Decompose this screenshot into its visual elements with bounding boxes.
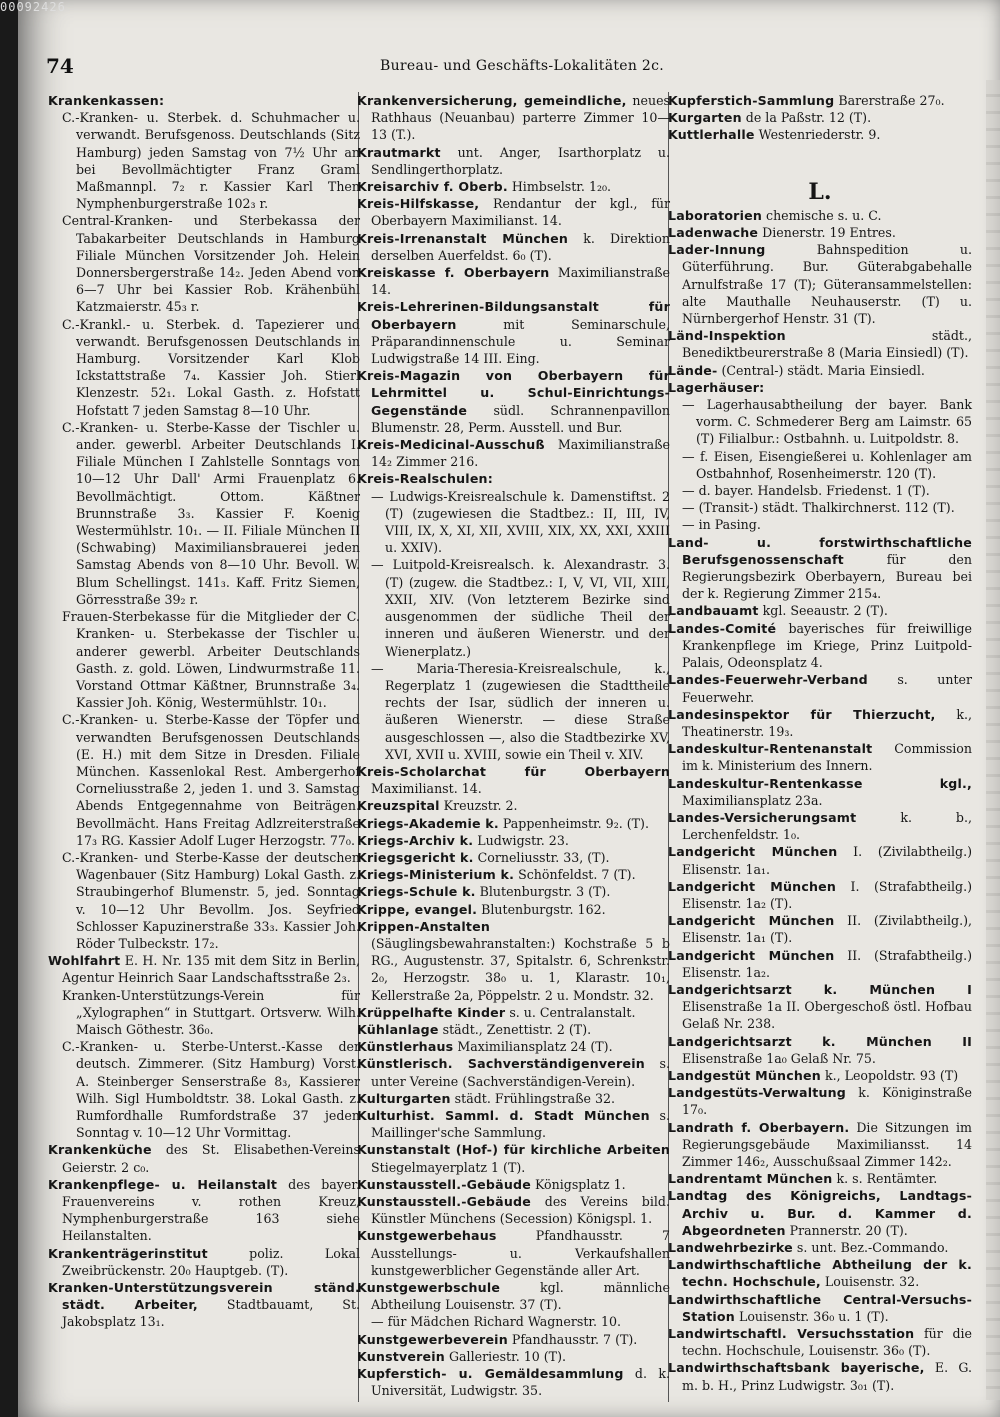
- entry-text: südl. Schrannenpavillon Blumenstr. 28, Perm. Ausstell. und Bur.: [371, 402, 670, 435]
- entry-text: Corneliusstr. 33, (T).: [473, 849, 610, 865]
- entry-text: unt. Anger, Isarthorplatz u. Sendlingerthorplatz.: [371, 144, 670, 177]
- entry-text: C.-Kranken- u. Sterbe-Kasse der Tischler u. ander. gewerbl. Arbeiter Deutschlands I. Filiale München I Zahlstelle Sonntags von 10—12 Uhr Dall' Armi Frauenplatz 6. Bevollmächtigt. Ottom. Käßtner Brunnstraße 3₃. Kassier F. Koenig Westermühlstr. 10₁. — II. Filiale München II (Schwabing) Maximiliansbrauerei jeden Samstag Abends von 8—10 Uhr. Bevoll. W. Blum Schellingst. 141₃. Kaff. Fritz Siemen, Görresstraße 39₂ r.: [62, 419, 360, 607]
- directory-entry: [668, 534, 972, 603]
- directory-entry: [357, 488, 670, 557]
- entry-heading: Krankenpflege- u. Heilanstalt: [48, 1176, 278, 1192]
- directory-entry: [668, 379, 972, 396]
- entry-heading: Wohlfahrt: [48, 953, 121, 969]
- entry-heading: Kriegsgericht k.: [357, 849, 474, 865]
- entry-text: E. H. Nr. 135 mit dem Sitz in Berlin, Agentur Heinrich Saar Landschaftsstraße 2₃.: [62, 953, 360, 986]
- directory-entry: [668, 224, 972, 241]
- directory-entry: [668, 602, 972, 619]
- entry-heading: Kunstverein: [357, 1348, 445, 1364]
- directory-entry: [668, 843, 972, 877]
- directory-entry: [357, 195, 670, 229]
- directory-entry: [48, 1279, 360, 1331]
- entry-text: Himbselstr. 1₂₀.: [507, 179, 612, 195]
- entry-heading: Krippen-Anstalten: [357, 918, 491, 934]
- directory-entry: [48, 1038, 360, 1141]
- directory-entry: [48, 212, 360, 315]
- directory-entry: [668, 671, 972, 705]
- entry-text: Maximilianstraße 14₂ Zimmer 216.: [371, 437, 670, 470]
- entry-heading: Kulturgarten: [357, 1090, 451, 1106]
- directory-entry: [668, 126, 972, 143]
- entry-text: Maximilianst. 14.: [371, 781, 482, 797]
- entry-text: Pfandhausstr. 7 (T).: [507, 1331, 638, 1347]
- column-2: [357, 92, 670, 1399]
- entry-heading: Kunstgewerbschule: [357, 1280, 501, 1296]
- entry-heading: Lagerhäuser:: [668, 379, 765, 395]
- directory-entry: [357, 264, 670, 298]
- directory-entry: [357, 1004, 670, 1021]
- entry-text: für die techn. Hochschule, Louisenstr. 36₀ (T).: [682, 1326, 972, 1359]
- entry-heading: Kunstgewerbehaus: [357, 1228, 497, 1244]
- entry-text: II. (Zivilabtheilg.), Elisenstr. 1a₁ (T).: [682, 913, 973, 946]
- entry-text: — Lagerhausabtheilung der bayer. Bank vorm. C. Schmederer Berg am Laimstr. 65 (T) Filialbur.: Ostbahnh. u. Luitpoldstr. 8.: [682, 397, 972, 447]
- directory-entry: [357, 1141, 670, 1175]
- entry-text: Stadtbauamt, St. Jakobsplatz 13₁.: [62, 1297, 361, 1330]
- directory-entry: [357, 178, 670, 195]
- entry-text: k. Königinstraße 17₀.: [682, 1085, 972, 1118]
- entry-text: poliz. Lokal Zweibrückenstr. 20₀ Hauptgeb. (T).: [62, 1245, 360, 1278]
- directory-entry: [668, 207, 972, 224]
- entry-heading: Landes-Feuerwehr-Verband: [668, 672, 868, 688]
- entry-text: Maximiliansplatz 24 (T).: [453, 1039, 613, 1055]
- entry-heading: Künstlerhaus: [357, 1039, 454, 1055]
- archive-stamp: 00092426: [0, 0, 66, 14]
- entry-heading: Landwirthschaftliche Central-Versuchs-Station: [668, 1291, 972, 1324]
- directory-entry: [668, 1119, 972, 1171]
- entry-heading: Kreis-Realschulen:: [357, 471, 493, 487]
- entry-heading: Landrath f. Oberbayern.: [668, 1119, 850, 1135]
- entry-heading: Landgestüt München: [668, 1067, 821, 1083]
- directory-entry: [668, 981, 972, 1033]
- entry-heading: Lände-: [668, 362, 718, 378]
- entry-heading: Kunstausstell.-Gebäude: [357, 1194, 531, 1209]
- entry-text: des St. Elisabethen-Vereins Geierstr. 2 c₀.: [62, 1142, 360, 1175]
- directory-entry: [668, 912, 972, 946]
- entry-text: Elisenstraße 1a II. Obergeschoß östl. Hofbau Gelaß Nr. 238.: [682, 999, 972, 1032]
- directory-entry: [668, 1187, 972, 1239]
- entry-text: des bayer. Frauenvereins v. rothen Kreuz, Nymphenburgerstraße 163 siehe Heilanstalten.: [62, 1176, 361, 1244]
- directory-entry: [357, 1227, 670, 1279]
- directory-entry: [668, 809, 972, 843]
- directory-entry: [48, 987, 360, 1039]
- entry-heading: Kriegs-Archiv k.: [357, 832, 474, 848]
- entry-text: Die Sitzungen im Regierungsgebäude Maximiliansst. 14 Zimmer 146₂, Ausschußsaal Zimmer 142₂.: [682, 1119, 972, 1169]
- entry-text: I. (Zivilabtheilg.) Elisenstr. 1a₁.: [682, 844, 972, 877]
- directory-entry: [668, 92, 972, 109]
- entry-heading: Landgerichtsarzt k. München II: [668, 1033, 972, 1049]
- entry-text: Schönfeldst. 7 (T).: [514, 867, 636, 883]
- entry-text: k., Leopoldstr. 93 (T): [820, 1067, 959, 1083]
- directory-entry: [48, 92, 360, 109]
- entry-text: — Ludwigs-Kreisrealschule k. Damenstiftst. 2 (T) (zugewiesen die Stadtbez.: II, III, IV, VIII, IX, X, XI, XII, XVIII, XIX, XX, XXI, XXIII u. XXIV).: [371, 488, 670, 556]
- entry-text: d. k. Universität, Ludwigstr. 35.: [371, 1366, 670, 1399]
- directory-entry: [668, 499, 972, 516]
- entry-heading: Kreis-Medicinal-Ausschuß: [357, 437, 545, 453]
- page-number: 74: [46, 54, 74, 78]
- entry-text: — in Pasing.: [682, 517, 761, 533]
- directory-entry: [48, 316, 360, 419]
- entry-heading: Kuttlerhalle: [668, 127, 755, 143]
- entry-text: Frauen-Sterbekasse für die Mitglieder der C. Kranken- u. Sterbekasse der Tischler u. anderer gewerbl. Arbeiter Deutschlands Gasth. z. gold. Löwen, Lindwurmstraße 11. Vorstand Ottmar Käßtner, Brunnstraße 3₄. Kassier Joh. König, Westermühlstr. 10₁.: [62, 609, 360, 711]
- entry-text: I. (Strafabtheilg.) Elisenstr. 1a₂ (T).: [682, 878, 972, 911]
- entry-heading: Landtag des Königreichs, Landtags-Archiv u. Bur. d. Kammer d. Abgeordneten: [668, 1188, 972, 1238]
- directory-entry: [357, 1038, 670, 1055]
- directory-entry: [668, 396, 972, 448]
- entry-text: E. G. m. b. H., Prinz Ludwigstr. 3₀₁ (T).: [682, 1360, 972, 1393]
- entry-text: — d. bayer. Handelsb. Friedenst. 1 (T).: [682, 483, 930, 499]
- directory-entry: [357, 230, 670, 264]
- directory-entry: [668, 878, 972, 912]
- entry-heading: Landgericht München: [668, 878, 837, 894]
- entry-text: C.-Kranken- und Sterbe-Kasse der deutschen Wagenbauer (Sitz Hamburg) Lokal Gasth. z. Straubingerhof Blumenstr. 5, jed. Sonntag v. 10—12 Uhr Bevollm. Jos. Seyfried Schlosser Kapuzinerstraße 33₃. Kassier Joh. Röder Tulbeckstr. 17₂.: [62, 849, 360, 951]
- entry-text: — f. Eisen, Eisengießerei u. Kohlenlager am Ostbahnhof, Rosenheimerstr. 120 (T).: [682, 448, 972, 481]
- directory-entry: [357, 660, 670, 763]
- directory-entry: [357, 470, 670, 487]
- entry-heading: Kreisarchiv f. Oberb.: [357, 179, 508, 195]
- entry-text: (Säuglingsbewahranstalten:) Kochstraße 5 b RG., Augustenstr. 37, Spitalstr. 6, Schrenkstr. 2₀, Herzogstr. 38₀ u. 1, Klarastr. 10₁, Kellerstraße 2a, Pöppelstr. 2 u. Mondstr. 32.: [371, 935, 670, 1003]
- directory-entry: [357, 797, 670, 814]
- entry-heading: Künstlerisch. Sachverständigenverein: [357, 1056, 645, 1072]
- directory-entry: [48, 1245, 360, 1279]
- directory-entry: [668, 620, 972, 672]
- page-edge: [986, 80, 1000, 1400]
- directory-entry: [668, 362, 972, 379]
- entry-heading: Länd-Inspektion: [668, 328, 786, 344]
- directory-entry: [357, 298, 670, 367]
- entry-text: II. (Strafabtheilg.) Elisenstr. 1a₂.: [682, 947, 972, 980]
- entry-text: kgl. männliche Abtheilung Louisenstr. 37 (T).: [371, 1280, 670, 1313]
- section-letter: L.: [808, 178, 832, 205]
- directory-entry: [48, 419, 360, 608]
- directory-entry: [357, 1313, 670, 1330]
- entry-text: — Maria-Theresia-Kreisrealschule, k., Regerplatz 1 (zugewiesen die Stadttheile rechts der Isar, südlich der inneren u. äußeren Wienerstr. — diese Straße ausgeschlossen —, also die Stadtbezirke XV, XVI, XVII u. XVIII, sowie ein Theil v. XIV.: [371, 660, 670, 762]
- entry-text: bayerisches für freiwillige Krankenpflege im Kriege, Prinz Luitpold-Palais, Odeonsplatz 4.: [682, 620, 972, 671]
- directory-entry: [357, 367, 670, 436]
- entry-text: städt., Zenettistr. 2 (T).: [438, 1021, 592, 1037]
- entry-text: (Central-) städt. Maria Einsiedl.: [717, 362, 925, 378]
- entry-heading: Landbauamt: [668, 603, 759, 619]
- entry-heading: Landgestüts-Verwaltung: [668, 1085, 846, 1101]
- entry-text: Dienerstr. 19 Entres.: [758, 225, 896, 241]
- entry-heading: Landesinspektor für Thierzucht,: [668, 706, 936, 722]
- entry-heading: Krautmarkt: [357, 144, 441, 160]
- entry-text: k. s. Rentämter.: [832, 1171, 938, 1187]
- entry-text: s. unter Vereine (Sachverständigen-Verein).: [371, 1056, 670, 1089]
- entry-text: des Vereins bild. Künstler Münchens (Secession) Königspl. 1.: [371, 1194, 670, 1227]
- entry-heading: Landeskultur-Rentenanstalt: [668, 741, 873, 757]
- entry-heading: Landwirthschaftliche Abtheilung der k. techn. Hochschule,: [668, 1257, 972, 1290]
- entry-heading: Landrentamt München: [668, 1171, 833, 1187]
- entry-text: s. Maillinger'sche Sammlung.: [371, 1107, 670, 1141]
- entry-text: Rendantur der kgl., für Oberbayern Maximilianst. 14.: [371, 196, 670, 229]
- entry-heading: Kreuzspital: [357, 798, 440, 814]
- directory-entry: [357, 832, 670, 849]
- entry-heading: Kriegs-Akademie k.: [357, 815, 499, 831]
- directory-entry: [357, 866, 670, 883]
- entry-text: Westenriederstr. 9.: [754, 127, 881, 143]
- entry-heading: Kriegs-Ministerium k.: [357, 867, 515, 883]
- entry-heading: Kranken-Unterstützungsverein ständ. städt. Arbeiter,: [48, 1280, 360, 1313]
- directory-entry: [357, 918, 670, 1004]
- entry-heading: Kupferstich- u. Gemäldesammlung: [357, 1366, 624, 1382]
- entry-heading: Landwirtschaftl. Versuchsstation: [668, 1326, 915, 1342]
- entry-heading: Kupferstich-Sammlung: [668, 93, 835, 108]
- entry-text: Blutenburgstr. 3 (T).: [475, 884, 611, 900]
- entry-text: s. unter Feuerwehr.: [682, 672, 972, 705]
- entry-heading: Kühlanlage: [357, 1021, 439, 1037]
- entry-text: Louisenstr. 36₀ u. 1 (T).: [734, 1308, 889, 1324]
- entry-heading: Krankenträgerinstitut: [48, 1245, 208, 1261]
- directory-entry: [668, 1359, 972, 1393]
- directory-entry: [668, 1033, 972, 1067]
- directory-entry: [48, 849, 360, 952]
- directory-entry: [357, 849, 670, 866]
- entry-text: Maximilianstraße 14.: [371, 265, 670, 298]
- entry-text: Kranken-Unterstützungs-Verein für „Xylographen“ in Stuttgart. Ortsverw. Wilh. Maisch Göthestr. 36₀.: [62, 987, 360, 1037]
- directory-entry: [668, 448, 972, 482]
- directory-entry: [668, 1084, 972, 1118]
- directory-entry: [357, 436, 670, 470]
- entry-text: — (Transit-) städt. Thalkirchnerst. 112 (T).: [682, 500, 955, 516]
- entry-text: Central-Kranken- und Sterbekassa der Tabakarbeiter Deutschlands in Hamburg Filiale München Vorsitzender Joh. Helein Donnersbergerstraße 14₂. Jeden Abend von 6—7 Uhr bei Kassier Rob. Krähenbühl Katzmaierstr. 45₃ r.: [62, 213, 360, 315]
- entry-text: — für Mädchen Richard Wagnerstr. 10.: [371, 1314, 622, 1330]
- entry-text: mit Seminarschule, Präparandinnenschule u. Seminar Ludwigstraße 14 III. Eing.: [371, 316, 670, 367]
- directory-entry: [357, 1176, 670, 1193]
- entry-heading: Ladenwache: [668, 225, 759, 241]
- directory-entry: [357, 1021, 670, 1038]
- entry-text: Pappenheimstr. 9₂. (T).: [498, 815, 649, 831]
- directory-entry: [357, 763, 670, 797]
- directory-entry: [357, 815, 670, 832]
- directory-entry: [357, 144, 670, 178]
- entry-heading: Kreiskasse f. Oberbayern: [357, 265, 550, 281]
- column-1: [48, 92, 360, 1331]
- directory-entry: [668, 775, 972, 809]
- entry-text: chemische s. u. C.: [762, 207, 882, 223]
- directory-entry: [357, 1331, 670, 1348]
- directory-entry: [48, 711, 360, 849]
- entry-text: Prannerstr. 20 (T).: [785, 1222, 908, 1238]
- entry-text: k. Direktion derselben Auerfeldst. 6₀ (T).: [371, 230, 670, 263]
- entry-heading: Land- u. forstwirthschaftliche Berufsgenossenschaft: [668, 534, 972, 567]
- directory-entry: [357, 1365, 670, 1399]
- entry-heading: Laboratorien: [668, 207, 763, 223]
- entry-text: Elisenstraße 1a₀ Gelaß Nr. 75.: [682, 1050, 876, 1066]
- entry-heading: Kreis-Hilfskasse,: [357, 196, 480, 212]
- entry-text: C.-Kranken- u. Sterbe-Kasse der Töpfer und verwandten Berufsgenossen Deutschlands (E. H.) mit dem Sitze in Dresden. Filiale München. Kassenlokal Rest. Ambergerhof Corneliusstraße 2, jeden 1. und 3. Samstag Abends Entgegennahme von Beiträgen. Bevollmächt. Hans Freitag Adlzreiterstraße 17₃ RG. Kassier Adolf Luger Herzogstr. 77₀.: [62, 712, 360, 848]
- entry-text: s. u. Centralanstalt.: [505, 1004, 636, 1020]
- directory-entry: [668, 706, 972, 740]
- directory-entry: [668, 1291, 972, 1325]
- entry-heading: Kunstanstalt (Hof-) für kirchliche Arbeiten: [357, 1142, 670, 1158]
- directory-entry: [357, 1090, 670, 1107]
- entry-heading: Landwirthschaftsbank bayerische,: [668, 1360, 925, 1376]
- entry-text: städt. Frühlingstraße 32.: [450, 1090, 615, 1106]
- entry-text: k., Theatinerstr. 19₃.: [682, 706, 972, 739]
- entry-heading: Kreis-Scholarchat für Oberbayern: [357, 763, 670, 779]
- entry-heading: Landgericht München: [668, 947, 835, 963]
- directory-entry: [357, 1279, 670, 1313]
- directory-entry: [357, 1107, 670, 1141]
- entry-heading: Krippe, evangel.: [357, 901, 478, 917]
- entry-text: Königsplatz 1.: [530, 1176, 626, 1192]
- directory-entry: [668, 1239, 972, 1256]
- entry-text: s. unt. Bez.-Commando.: [792, 1240, 949, 1255]
- entry-heading: Krankenkassen:: [48, 93, 165, 108]
- entry-heading: Kreis-Irrenanstalt München: [357, 230, 569, 246]
- entry-heading: Kulturhist. Samml. d. Stadt München: [357, 1107, 650, 1123]
- directory-entry: [668, 1256, 972, 1290]
- directory-entry: [357, 883, 670, 900]
- directory-entry: [668, 516, 972, 533]
- entry-heading: Krankenküche: [48, 1142, 152, 1158]
- entry-heading: Landes-Comité: [668, 620, 777, 636]
- entry-text: Louisenstr. 32.: [820, 1274, 920, 1290]
- directory-entry: [668, 109, 972, 126]
- directory-entry: [48, 608, 360, 711]
- entry-heading: Kreis-Magazin von Oberbayern für Lehrmittel u. Schul-Einrichtungs-Gegenstände: [357, 368, 670, 418]
- directory-entry: [357, 92, 670, 144]
- directory-entry: [357, 1055, 670, 1089]
- column-3: [668, 92, 972, 1394]
- entry-heading: Kurgarten: [668, 110, 742, 126]
- directory-entry: [48, 1141, 360, 1175]
- entry-text: neues Rathhaus (Neuanbau) parterre Zimmer 10—13 (T.).: [371, 93, 670, 143]
- entry-text: Galleriestr. 10 (T).: [444, 1348, 566, 1364]
- entry-heading: Landgericht München: [668, 844, 838, 860]
- directory-entry: [357, 901, 670, 918]
- entry-text: Bahnspedition u. Güterführung. Bur. Güterabgabehalle Arnulfstraße 17 (T); Güteransammelstellen: alte Mauthalle Neuhauserstr. (T) u. Nürnbergerhof Henstr. 31 (T).: [682, 242, 972, 327]
- running-head: Bureau- und Geschäfts-Lokalitäten 2c.: [380, 58, 665, 74]
- entry-heading: Kunstgewerbeverein: [357, 1331, 508, 1347]
- entry-text: C.-Krankl.- u. Sterbek. d. Tapezierer und verwandt. Berufsgenossen Deutschlands in Hamburg. Vorsitzender Karl Klob Ickstattstraße 7₄. Kassier Joh. Stierl Klenzestr. 52₁. Lokal Gasth. z. Hofstatt Hofstatt 7 jeden Samstag 8—10 Uhr.: [62, 316, 360, 418]
- entry-text: kgl. Seeaustr. 2 (T).: [758, 603, 888, 619]
- entry-text: städt., Benediktbeurerstraße 8 (Maria Einsiedl) (T).: [682, 328, 972, 361]
- entry-heading: Landgerichtsarzt k. München I: [668, 981, 972, 997]
- entry-heading: Krankenversicherung, gemeindliche,: [357, 93, 627, 108]
- directory-entry: [668, 241, 972, 327]
- directory-entry: [48, 952, 360, 986]
- directory-entry: [357, 556, 670, 659]
- entry-heading: Kriegs-Schule k.: [357, 884, 476, 900]
- directory-entry: [668, 482, 972, 499]
- directory-entry: [668, 327, 972, 361]
- directory-entry: [48, 1176, 360, 1245]
- entry-text: de la Paßstr. 12 (T).: [741, 110, 872, 126]
- entry-heading: Lader-Innung: [668, 242, 766, 258]
- directory-entry: [48, 109, 360, 212]
- entry-heading: Kunstausstell.-Gebäude: [357, 1176, 531, 1192]
- entry-text: Barerstraße 27₀.: [834, 93, 945, 108]
- entry-text: Kreuzstr. 2.: [439, 798, 518, 814]
- entry-text: Blutenburgstr. 162.: [477, 901, 606, 917]
- entry-text: — Luitpold-Kreisrealsch. k. Alexandrastr. 3. (T) (zugew. die Stadtbez.: I, V, VI, VII, XIII, XXII, XIV. (Von letzterem Bezirke sind ausgenommen der südliche Theil der inneren und äußeren Wienerstr. und der Wienerplatz.): [371, 557, 670, 659]
- directory-entry: [357, 1193, 670, 1227]
- directory-entry: [668, 1067, 972, 1084]
- entry-heading: Landwehrbezirke: [668, 1240, 793, 1255]
- entry-heading: Landes-Versicherungsamt: [668, 809, 857, 825]
- entry-text: C.-Kranken- u. Sterbek. d. Schuhmacher u. verwandt. Berufsgenoss. Deutschlands (Sitz Hamburg) jeden Samstag von 7½ Uhr an bei Bevollmächtigter Franz Graml Maßmannpl. 7₂ r. Kassier Karl Then Nymphenburgerstraße 102₃ r.: [62, 110, 360, 212]
- entry-text: Maximiliansplatz 23a.: [682, 792, 823, 808]
- entry-text: C.-Kranken- u. Sterbe-Unterst.-Kasse der deutsch. Zimmerer. (Sitz Hamburg) Vorst. A. Steinberger Senserstraße 8₃, Kassierer Wilh. Sigl Humboldtstr. 38. Lokal Gasth. z. Rumfordhalle Rumfordstraße 37 jeden Sonntag v. 10—12 Uhr Vormittag.: [62, 1039, 360, 1141]
- entry-text: für den Regierungsbezirk Oberbayern, Bureau bei der k. Regierung Zimmer 215₄.: [682, 551, 972, 602]
- directory-entry: [668, 1170, 972, 1187]
- entry-heading: Landgericht München: [668, 913, 835, 929]
- entry-text: Pfandhausstr. 7 Ausstellungs- u. Verkaufshallen kunstgewerblicher Gegenstände aller Art.: [371, 1228, 670, 1278]
- entry-heading: Krüppelhafte Kinder: [357, 1004, 506, 1020]
- directory-entry: [357, 1348, 670, 1365]
- entry-text: k. b., Lerchenfeldstr. 1₀.: [682, 809, 972, 843]
- directory-entry: [668, 947, 972, 981]
- directory-entry: [668, 1325, 972, 1359]
- entry-text: Ludwigstr. 23.: [473, 832, 569, 848]
- entry-heading: Landeskultur-Rentenkasse kgl.,: [668, 775, 972, 791]
- entry-text: Commission im k. Ministerium des Innern.: [682, 741, 972, 774]
- entry-heading: Kreis-Lehrerinen-Bildungsanstalt für Oberbayern: [357, 299, 670, 332]
- directory-entry: [668, 740, 972, 774]
- entry-text: Stiegelmayerplatz 1 (T).: [371, 1159, 526, 1175]
